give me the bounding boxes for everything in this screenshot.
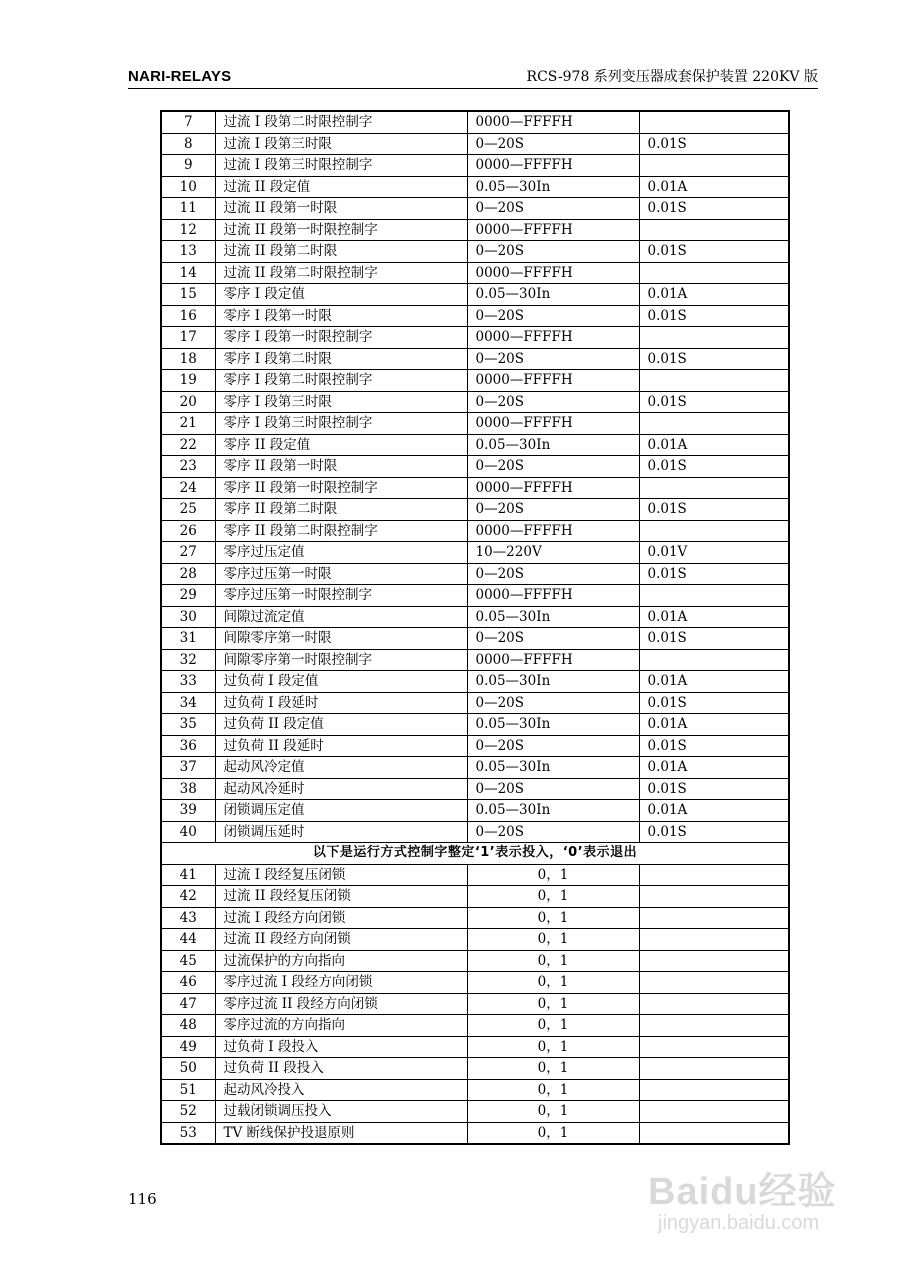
setting-step [639,993,789,1015]
setting-range: 0—20S [467,241,639,263]
table-row [161,628,789,650]
setting-name: 零序过压第一时限控制字 [215,585,467,607]
row-number: 13 [161,241,215,263]
setting-name: 起动风冷延时 [215,778,467,800]
table-row [161,111,789,133]
setting-name: 零序过流的方向指向 [215,1015,467,1037]
setting-range: 0—20S [467,499,639,521]
row-number: 41 [161,864,215,886]
setting-range: 0—20S [467,563,639,585]
setting-range: 0，1 [467,864,639,886]
table-row [161,735,789,757]
table-row [161,348,789,370]
setting-name: 过负荷 I 段延时 [215,692,467,714]
watermark [648,1160,858,1250]
setting-step [639,585,789,607]
table-row [161,1036,789,1058]
setting-name: 零序 I 段第二时限控制字 [215,370,467,392]
setting-step [639,520,789,542]
table-row [161,198,789,220]
setting-step: 0.01S [639,456,789,478]
setting-range: 0，1 [467,929,639,951]
watermark-url: jingyan.baidu.com [658,1212,820,1234]
row-number: 25 [161,499,215,521]
table-row [161,133,789,155]
table-row [161,370,789,392]
setting-step [639,649,789,671]
header-divider [128,88,818,89]
table-row [161,821,789,843]
setting-step: 0.01S [639,735,789,757]
setting-name: 闭锁调压延时 [215,821,467,843]
setting-range: 0—20S [467,198,639,220]
settings-rows [161,111,789,843]
row-number: 37 [161,757,215,779]
table-row [161,563,789,585]
row-number: 23 [161,456,215,478]
setting-name: 过流 II 段经方向闭锁 [215,929,467,951]
table-row [161,778,789,800]
setting-range: 0.05—30In [467,800,639,822]
setting-range: 0000—FFFFH [467,262,639,284]
row-number: 51 [161,1079,215,1101]
setting-name: TV 断线保护投退原则 [215,1122,467,1144]
setting-name: 零序 I 段第三时限控制字 [215,413,467,435]
setting-name: 间隙零序第一时限控制字 [215,649,467,671]
setting-range: 0，1 [467,950,639,972]
setting-name: 零序 I 段第三时限 [215,391,467,413]
setting-range: 0000—FFFFH [467,370,639,392]
setting-name: 过流 II 段定值 [215,176,467,198]
table-row [161,907,789,929]
setting-range: 0—20S [467,456,639,478]
row-number: 27 [161,542,215,564]
row-number: 21 [161,413,215,435]
setting-step [639,972,789,994]
table-row [161,241,789,263]
setting-name: 零序过流 I 段经方向闭锁 [215,972,467,994]
setting-step [639,1079,789,1101]
setting-range: 0.05—30In [467,714,639,736]
setting-step [639,413,789,435]
row-number: 31 [161,628,215,650]
setting-step [639,370,789,392]
table-row [161,413,789,435]
setting-range: 0，1 [467,1015,639,1037]
setting-range: 0000—FFFFH [467,219,639,241]
page-number: 116 [128,1190,157,1208]
setting-step: 0.01A [639,434,789,456]
setting-step: 0.01A [639,671,789,693]
setting-step [639,477,789,499]
table-row [161,1058,789,1080]
setting-name: 过负荷 II 段投入 [215,1058,467,1080]
setting-name: 零序 I 段定值 [215,284,467,306]
setting-name: 过负荷 I 段投入 [215,1036,467,1058]
table-row [161,542,789,564]
control-word-rows [161,864,789,1144]
setting-name: 零序过压定值 [215,542,467,564]
setting-step: 0.01S [639,692,789,714]
row-number: 29 [161,585,215,607]
setting-step: 0.01V [639,542,789,564]
table-row [161,305,789,327]
setting-name: 零序过压第一时限 [215,563,467,585]
setting-step [639,262,789,284]
watermark-logo: Baidu经验 [648,1171,837,1213]
setting-step [639,864,789,886]
setting-range: 0—20S [467,348,639,370]
row-number: 20 [161,391,215,413]
table-row [161,176,789,198]
setting-name: 零序 II 段第二时限控制字 [215,520,467,542]
setting-range: 0，1 [467,1122,639,1144]
setting-name: 过负荷 II 段定值 [215,714,467,736]
table-row [161,262,789,284]
setting-range: 0，1 [467,972,639,994]
row-number: 11 [161,198,215,220]
setting-step [639,155,789,177]
row-number: 18 [161,348,215,370]
table-row [161,391,789,413]
setting-step: 0.01S [639,821,789,843]
table-row [161,1101,789,1123]
setting-step [639,1101,789,1123]
setting-range: 0—20S [467,133,639,155]
table-row [161,714,789,736]
table-row [161,284,789,306]
setting-step [639,1058,789,1080]
setting-step: 0.01A [639,800,789,822]
row-number: 36 [161,735,215,757]
row-number: 38 [161,778,215,800]
table-row [161,585,789,607]
setting-step: 0.01A [639,757,789,779]
setting-range: 0—20S [467,778,639,800]
row-number: 32 [161,649,215,671]
row-number: 30 [161,606,215,628]
setting-name: 过流 I 段第二时限控制字 [215,111,467,133]
setting-range: 0000—FFFFH [467,413,639,435]
row-number: 7 [161,111,215,133]
setting-name: 零序 I 段第一时限控制字 [215,327,467,349]
setting-range: 0000—FFFFH [467,477,639,499]
table-row [161,692,789,714]
settings-table [160,110,790,1145]
row-number: 12 [161,219,215,241]
row-number: 16 [161,305,215,327]
table-row [161,864,789,886]
setting-name: 零序 II 段第一时限控制字 [215,477,467,499]
section-header-row [161,843,789,865]
row-number: 26 [161,520,215,542]
setting-range: 0，1 [467,993,639,1015]
row-number: 9 [161,155,215,177]
row-number: 48 [161,1015,215,1037]
setting-name: 过流 II 段第二时限 [215,241,467,263]
setting-name: 过流 I 段经复压闭锁 [215,864,467,886]
setting-range: 0—20S [467,628,639,650]
setting-range: 0，1 [467,1079,639,1101]
setting-step: 0.01S [639,499,789,521]
setting-range: 0000—FFFFH [467,155,639,177]
table-row [161,950,789,972]
table-row [161,1015,789,1037]
setting-step [639,929,789,951]
setting-name: 过负荷 II 段延时 [215,735,467,757]
setting-name: 闭锁调压定值 [215,800,467,822]
setting-name: 过流 I 段经方向闭锁 [215,907,467,929]
setting-name: 零序 I 段第二时限 [215,348,467,370]
setting-name: 零序 I 段第一时限 [215,305,467,327]
setting-range: 0—20S [467,391,639,413]
row-number: 44 [161,929,215,951]
setting-range: 10—220V [467,542,639,564]
setting-step: 0.01S [639,305,789,327]
table-row [161,434,789,456]
setting-name: 零序 II 段定值 [215,434,467,456]
setting-step [639,219,789,241]
setting-range: 0—20S [467,305,639,327]
setting-range: 0—20S [467,692,639,714]
table-row [161,327,789,349]
table-row [161,886,789,908]
setting-range: 0，1 [467,1101,639,1123]
setting-step [639,950,789,972]
table-row [161,219,789,241]
table-row [161,671,789,693]
setting-step: 0.01S [639,563,789,585]
setting-name: 过流 I 段第三时限 [215,133,467,155]
setting-name: 起动风冷定值 [215,757,467,779]
setting-range: 0—20S [467,821,639,843]
row-number: 39 [161,800,215,822]
row-number: 49 [161,1036,215,1058]
row-number: 28 [161,563,215,585]
setting-name: 过流保护的方向指向 [215,950,467,972]
setting-name: 过流 II 段第一时限 [215,198,467,220]
setting-step [639,907,789,929]
row-number: 19 [161,370,215,392]
table-row [161,477,789,499]
setting-range: 0—20S [467,735,639,757]
document-title: RCS-978 系列变压器成套保护装置 220KV 版 [526,69,818,85]
setting-step: 0.01S [639,241,789,263]
table-row [161,929,789,951]
setting-range: 0.05—30In [467,606,639,628]
setting-name: 过负荷 I 段定值 [215,671,467,693]
row-number: 15 [161,284,215,306]
setting-step [639,1036,789,1058]
setting-name: 过流 II 段第二时限控制字 [215,262,467,284]
row-number: 22 [161,434,215,456]
row-number: 10 [161,176,215,198]
row-number: 24 [161,477,215,499]
setting-name: 零序 II 段第一时限 [215,456,467,478]
setting-range: 0，1 [467,907,639,929]
setting-step: 0.01S [639,133,789,155]
row-number: 40 [161,821,215,843]
table-row [161,606,789,628]
row-number: 33 [161,671,215,693]
setting-step [639,111,789,133]
row-number: 47 [161,993,215,1015]
row-number: 43 [161,907,215,929]
setting-range: 0000—FFFFH [467,520,639,542]
setting-range: 0.05—30In [467,176,639,198]
setting-name: 间隙过流定值 [215,606,467,628]
row-number: 17 [161,327,215,349]
setting-step: 0.01S [639,198,789,220]
setting-step: 0.01S [639,778,789,800]
setting-step: 0.01A [639,176,789,198]
setting-name: 起动风冷投入 [215,1079,467,1101]
setting-step: 0.01S [639,628,789,650]
brand-name: NARI-RELAYS [128,68,232,85]
setting-name: 零序过流 II 段经方向闭锁 [215,993,467,1015]
setting-range: 0.05—30In [467,284,639,306]
setting-range: 0，1 [467,1036,639,1058]
row-number: 42 [161,886,215,908]
table-row [161,1122,789,1144]
row-number: 14 [161,262,215,284]
row-number: 35 [161,714,215,736]
table-row [161,155,789,177]
row-number: 52 [161,1101,215,1123]
setting-step [639,886,789,908]
section-title: 以下是运行方式控制字整定‘1’表示投入，‘0’表示退出 [161,843,789,865]
row-number: 46 [161,972,215,994]
table-row [161,520,789,542]
table-row [161,757,789,779]
row-number: 50 [161,1058,215,1080]
row-number: 34 [161,692,215,714]
table-row [161,1079,789,1101]
table-row [161,993,789,1015]
setting-step: 0.01S [639,348,789,370]
table-row [161,972,789,994]
setting-range: 0，1 [467,1058,639,1080]
setting-step: 0.01S [639,391,789,413]
setting-step [639,327,789,349]
table-row [161,800,789,822]
setting-name: 过载闭锁调压投入 [215,1101,467,1123]
setting-name: 间隙零序第一时限 [215,628,467,650]
setting-range: 0000—FFFFH [467,649,639,671]
setting-name: 过流 I 段第三时限控制字 [215,155,467,177]
setting-range: 0000—FFFFH [467,111,639,133]
row-number: 53 [161,1122,215,1144]
row-number: 45 [161,950,215,972]
setting-range: 0000—FFFFH [467,327,639,349]
table-row [161,456,789,478]
table-row [161,649,789,671]
setting-range: 0.05—30In [467,757,639,779]
setting-range: 0.05—30In [467,434,639,456]
setting-name: 过流 II 段经复压闭锁 [215,886,467,908]
table-row [161,499,789,521]
setting-step: 0.01A [639,714,789,736]
setting-name: 过流 II 段第一时限控制字 [215,219,467,241]
row-number: 8 [161,133,215,155]
setting-step: 0.01A [639,606,789,628]
setting-range: 0000—FFFFH [467,585,639,607]
setting-step [639,1122,789,1144]
setting-name: 零序 II 段第二时限 [215,499,467,521]
setting-range: 0.05—30In [467,671,639,693]
setting-step: 0.01A [639,284,789,306]
setting-step [639,1015,789,1037]
setting-range: 0，1 [467,886,639,908]
